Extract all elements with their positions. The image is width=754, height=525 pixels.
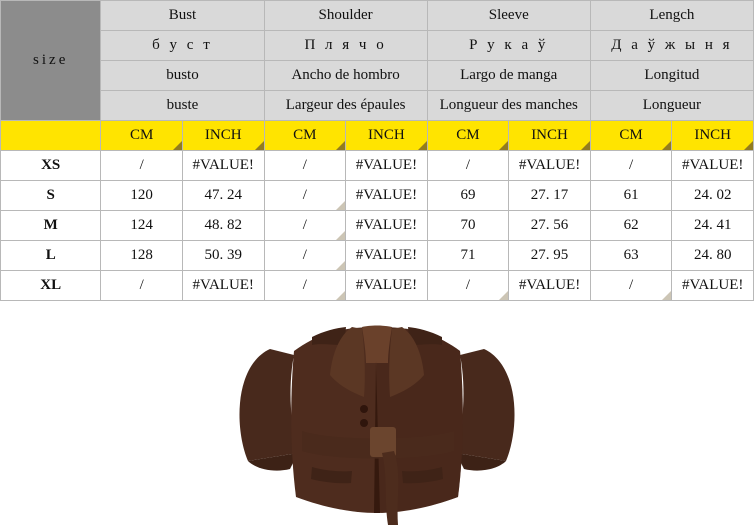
cell-sleeve-inch: 27. 95 <box>509 241 591 271</box>
cell-shoulder-cm: / <box>264 241 346 271</box>
unit-bust-cm: CM <box>101 121 183 151</box>
table-header-row-fr <box>1 91 754 121</box>
group-header-length-fr: Longueur <box>590 91 753 121</box>
group-header-bust-fr: buste <box>101 91 264 121</box>
unit-sleeve-inch: INCH <box>509 121 591 151</box>
unit-sleeve-cm: CM <box>427 121 509 151</box>
row-size-label: S <box>1 181 101 211</box>
cell-length-cm: / <box>590 151 672 181</box>
cell-sleeve-cm: 69 <box>427 181 509 211</box>
group-header-shoulder-ru: П л я ч о <box>264 31 427 61</box>
group-header-bust-ru: б у с т <box>101 31 264 61</box>
unit-bust-inch: INCH <box>182 121 264 151</box>
cell-sleeve-cm: / <box>427 151 509 181</box>
table-row <box>1 181 754 211</box>
cell-shoulder-cm: / <box>264 181 346 211</box>
table-row <box>1 211 754 241</box>
cell-sleeve-inch: #VALUE! <box>509 271 591 301</box>
table-unit-row <box>1 121 754 151</box>
row-size-label: L <box>1 241 101 271</box>
cell-length-cm: 62 <box>590 211 672 241</box>
cell-bust-inch: 50. 39 <box>182 241 264 271</box>
table-header-row-es <box>1 61 754 91</box>
cell-bust-inch: #VALUE! <box>182 151 264 181</box>
brown-suede-belted-jacket-illustration <box>212 301 542 525</box>
table-row <box>1 151 754 181</box>
unit-cell-empty <box>1 121 101 151</box>
group-header-length-ru: Д а ў ж ы н я <box>590 31 753 61</box>
cell-shoulder-inch: #VALUE! <box>346 181 428 211</box>
group-header-bust-es: busto <box>101 61 264 91</box>
cell-length-inch: #VALUE! <box>672 271 754 301</box>
cell-shoulder-inch: #VALUE! <box>346 151 428 181</box>
button <box>360 419 368 427</box>
cell-bust-inch: 48. 82 <box>182 211 264 241</box>
cell-bust-cm: / <box>101 151 183 181</box>
table-row <box>1 271 754 301</box>
cell-length-cm: 63 <box>590 241 672 271</box>
cell-sleeve-cm: 70 <box>427 211 509 241</box>
cell-shoulder-cm: / <box>264 271 346 301</box>
cell-shoulder-inch: #VALUE! <box>346 241 428 271</box>
right-sleeve <box>456 349 515 461</box>
table-header-row-en <box>1 1 754 31</box>
row-size-label: XS <box>1 151 101 181</box>
cell-length-inch: 24. 80 <box>672 241 754 271</box>
cell-shoulder-inch: #VALUE! <box>346 271 428 301</box>
table-row <box>1 241 754 271</box>
table-header-row-ru <box>1 31 754 61</box>
cell-shoulder-inch: #VALUE! <box>346 211 428 241</box>
cell-bust-cm: 124 <box>101 211 183 241</box>
cell-length-cm: 61 <box>590 181 672 211</box>
left-sleeve <box>239 349 298 461</box>
group-header-shoulder-es: Ancho de hombro <box>264 61 427 91</box>
cell-bust-cm: 120 <box>101 181 183 211</box>
cell-sleeve-inch: 27. 17 <box>509 181 591 211</box>
cell-bust-cm: / <box>101 271 183 301</box>
product-image-area <box>0 301 754 525</box>
button <box>360 405 368 413</box>
row-size-label: M <box>1 211 101 241</box>
cell-sleeve-inch: 27. 56 <box>509 211 591 241</box>
cell-sleeve-cm: / <box>427 271 509 301</box>
group-header-sleeve-fr: Longueur des manches <box>427 91 590 121</box>
unit-shoulder-inch: INCH <box>346 121 428 151</box>
group-header-length-es: Longitud <box>590 61 753 91</box>
cell-bust-inch: 47. 24 <box>182 181 264 211</box>
unit-length-cm: CM <box>590 121 672 151</box>
cell-sleeve-cm: 71 <box>427 241 509 271</box>
cell-shoulder-cm: / <box>264 151 346 181</box>
cell-shoulder-cm: / <box>264 211 346 241</box>
cell-bust-cm: 128 <box>101 241 183 271</box>
group-header-bust-en: Bust <box>101 1 264 31</box>
group-header-shoulder-fr: Largeur des épaules <box>264 91 427 121</box>
group-header-shoulder-en: Shoulder <box>264 1 427 31</box>
group-header-sleeve-en: Sleeve <box>427 1 590 31</box>
cell-length-inch: 24. 02 <box>672 181 754 211</box>
cell-sleeve-inch: #VALUE! <box>509 151 591 181</box>
collar <box>362 326 392 364</box>
row-size-label: XL <box>1 271 101 301</box>
unit-shoulder-cm: CM <box>264 121 346 151</box>
unit-length-inch: INCH <box>672 121 754 151</box>
cell-length-inch: #VALUE! <box>672 151 754 181</box>
cell-length-cm: / <box>590 271 672 301</box>
size-word-cell: size <box>1 1 101 121</box>
cell-length-inch: 24. 41 <box>672 211 754 241</box>
cell-bust-inch: #VALUE! <box>182 271 264 301</box>
group-header-sleeve-ru: Р у к а ў <box>427 31 590 61</box>
group-header-length-en: Lengch <box>590 1 753 31</box>
group-header-sleeve-es: Largo de manga <box>427 61 590 91</box>
